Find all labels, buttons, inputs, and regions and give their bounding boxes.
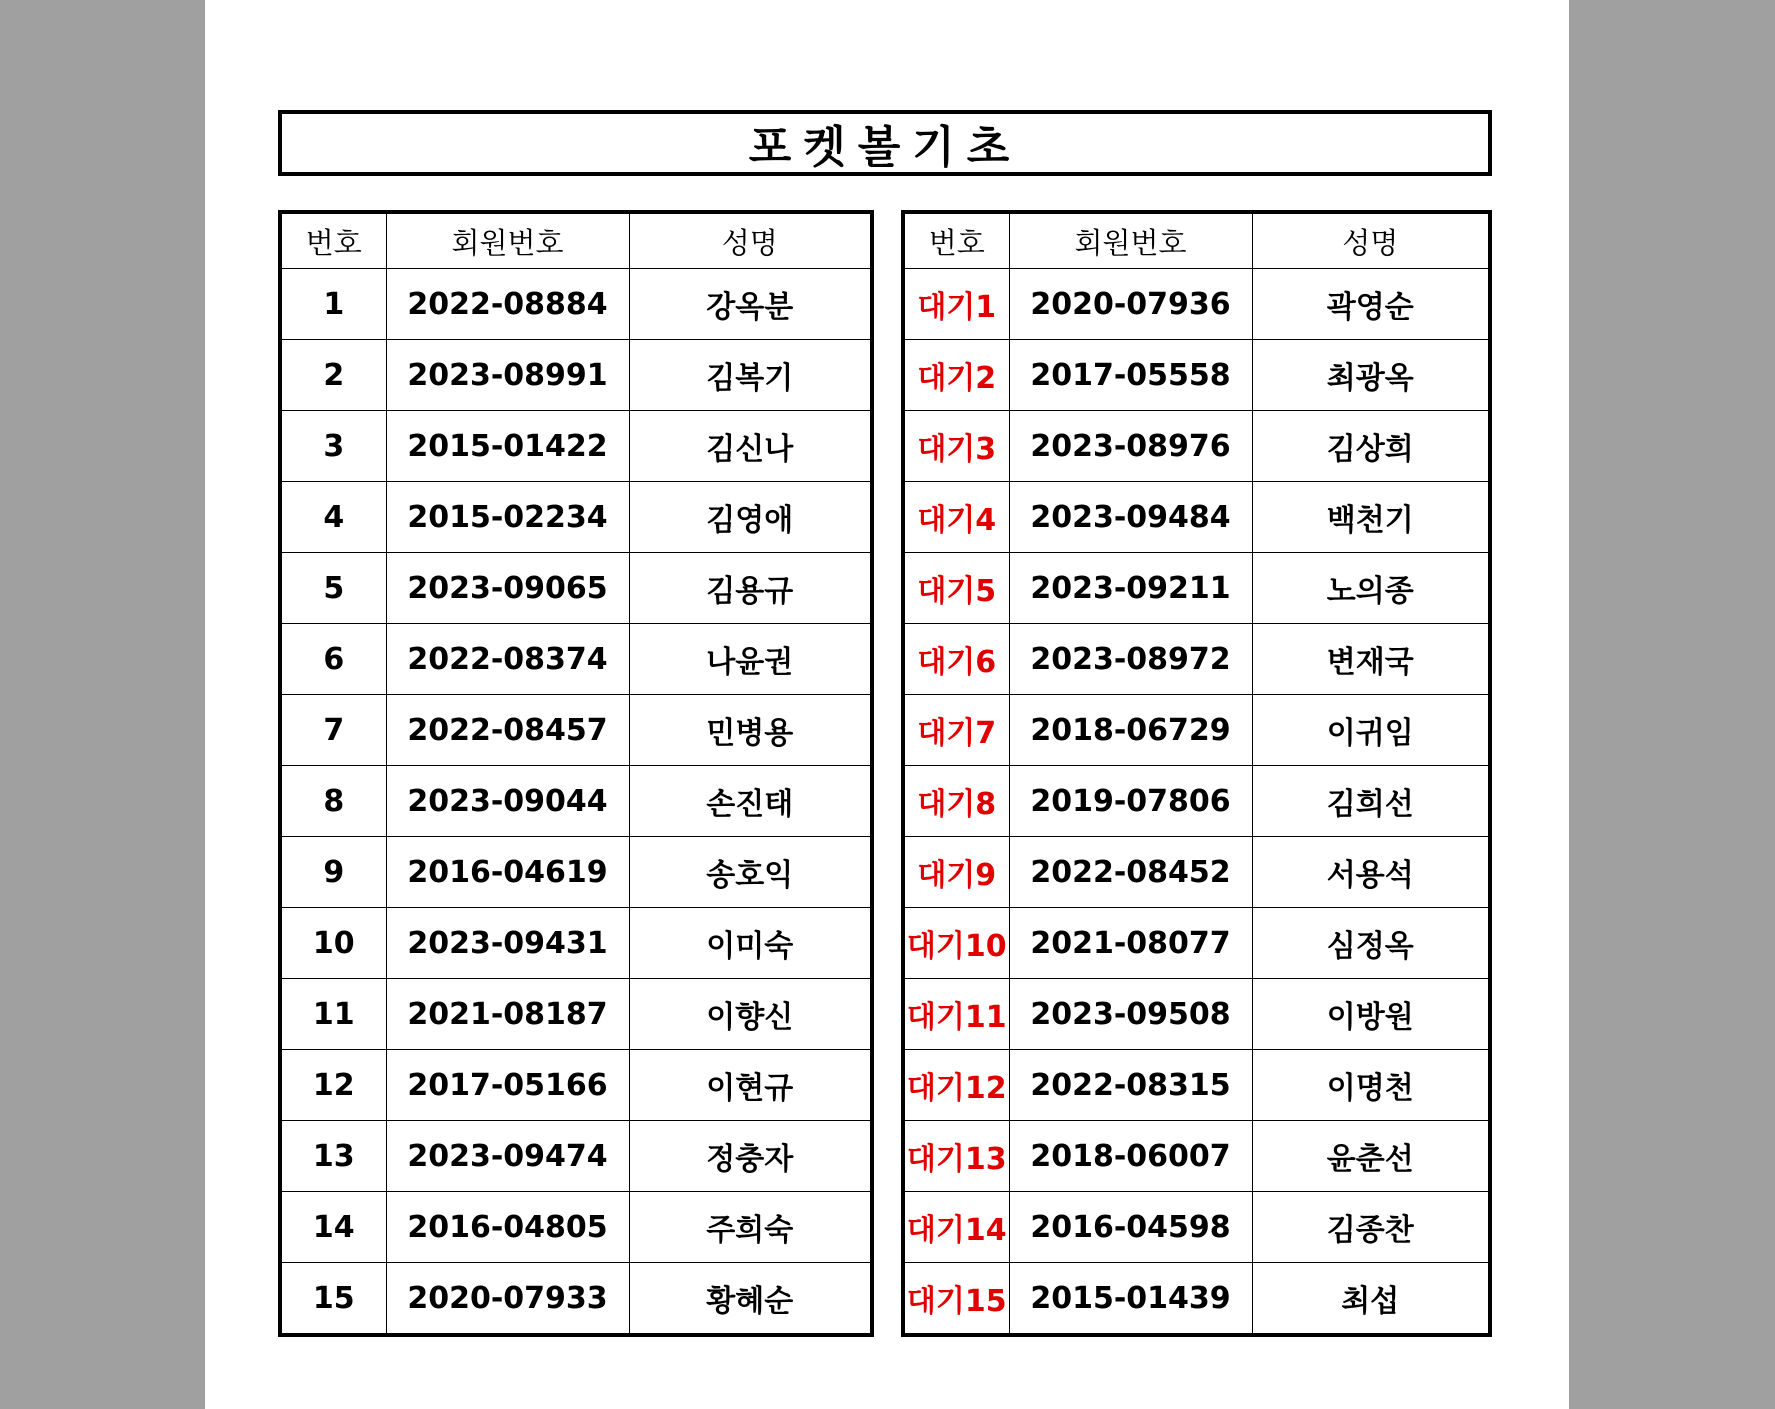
- members-table: [278, 210, 874, 1337]
- table-row: [903, 979, 1490, 1050]
- waitlist-number-cell: 대기8: [903, 766, 1009, 837]
- member-id-cell: 2021-08187: [386, 979, 629, 1050]
- member-id-cell: 2015-02234: [386, 482, 629, 553]
- member-name-cell: 김복기: [629, 340, 872, 411]
- member-id-cell: 2017-05558: [1009, 340, 1252, 411]
- member-name-cell: 민병용: [629, 695, 872, 766]
- table-row: [280, 482, 872, 553]
- row-number: 7: [280, 695, 386, 766]
- member-name-cell: 주희숙: [629, 1192, 872, 1263]
- page-title: 포켓볼기초: [278, 110, 1492, 176]
- waitlist-number-cell: 대기10: [903, 908, 1009, 979]
- row-number: 15: [280, 1263, 386, 1336]
- table-row: [903, 695, 1490, 766]
- member-name-cell: 손진태: [629, 766, 872, 837]
- member-name-cell: 강옥분: [629, 269, 872, 340]
- table-row: [903, 1121, 1490, 1192]
- row-number: 8: [280, 766, 386, 837]
- member-name-cell: 김영애: [629, 482, 872, 553]
- table-row: [280, 624, 872, 695]
- member-name-cell: 황혜순: [629, 1263, 872, 1336]
- table-row: [903, 1050, 1490, 1121]
- waitlist-number-cell: 대기6: [903, 624, 1009, 695]
- header-member-id: 회원번호: [1009, 212, 1252, 269]
- table-row: [903, 766, 1490, 837]
- header-no: 번호: [903, 212, 1009, 269]
- table-row: [280, 837, 872, 908]
- member-name-cell: 이귀임: [1252, 695, 1490, 766]
- member-name-cell: 심정옥: [1252, 908, 1490, 979]
- row-number: 11: [280, 979, 386, 1050]
- member-name-cell: 변재국: [1252, 624, 1490, 695]
- member-id-cell: 2023-08972: [1009, 624, 1252, 695]
- table-row: [903, 553, 1490, 624]
- table-row: [280, 1192, 872, 1263]
- table-row: [280, 553, 872, 624]
- member-name-cell: 이현규: [629, 1050, 872, 1121]
- member-id-cell: 2023-08991: [386, 340, 629, 411]
- member-name-cell: 윤춘선: [1252, 1121, 1490, 1192]
- table-row: [280, 1263, 872, 1336]
- member-id-cell: 2022-08457: [386, 695, 629, 766]
- table-row: [903, 269, 1490, 340]
- header-no: 번호: [280, 212, 386, 269]
- member-name-cell: 정충자: [629, 1121, 872, 1192]
- member-id-cell: 2023-09431: [386, 908, 629, 979]
- row-number: 6: [280, 624, 386, 695]
- waitlist-number-cell: 대기2: [903, 340, 1009, 411]
- row-number: 13: [280, 1121, 386, 1192]
- member-name-cell: 김신나: [629, 411, 872, 482]
- row-number: 10: [280, 908, 386, 979]
- header-member-id: 회원번호: [386, 212, 629, 269]
- member-id-cell: 2022-08884: [386, 269, 629, 340]
- member-name-cell: 백천기: [1252, 482, 1490, 553]
- row-number: 1: [280, 269, 386, 340]
- table-row: [903, 411, 1490, 482]
- member-name-cell: 서용석: [1252, 837, 1490, 908]
- table-row: [903, 482, 1490, 553]
- member-name-cell: 최광옥: [1252, 340, 1490, 411]
- waitlist-number-cell: 대기14: [903, 1192, 1009, 1263]
- member-id-cell: 2020-07933: [386, 1263, 629, 1336]
- waitlist-number-cell: 대기15: [903, 1263, 1009, 1336]
- member-id-cell: 2021-08077: [1009, 908, 1252, 979]
- header-name: 성명: [1252, 212, 1490, 269]
- member-id-cell: 2022-08452: [1009, 837, 1252, 908]
- table-row: [903, 1263, 1490, 1336]
- table-row: [280, 766, 872, 837]
- member-id-cell: 2023-09065: [386, 553, 629, 624]
- table-row: [280, 695, 872, 766]
- table-row: [903, 340, 1490, 411]
- member-name-cell: 이향신: [629, 979, 872, 1050]
- member-name-cell: 김상희: [1252, 411, 1490, 482]
- member-id-cell: 2022-08315: [1009, 1050, 1252, 1121]
- header-row: [280, 212, 872, 269]
- row-number: 12: [280, 1050, 386, 1121]
- member-id-cell: 2023-09474: [386, 1121, 629, 1192]
- document-page: [205, 0, 1569, 1409]
- header-name: 성명: [629, 212, 872, 269]
- waitlist-number-cell: 대기9: [903, 837, 1009, 908]
- member-id-cell: 2015-01422: [386, 411, 629, 482]
- member-name-cell: 김종찬: [1252, 1192, 1490, 1263]
- member-name-cell: 김용규: [629, 553, 872, 624]
- member-id-cell: 2022-08374: [386, 624, 629, 695]
- member-id-cell: 2016-04598: [1009, 1192, 1252, 1263]
- waitlist-number-cell: 대기7: [903, 695, 1009, 766]
- member-id-cell: 2017-05166: [386, 1050, 629, 1121]
- waitlist-number-cell: 대기3: [903, 411, 1009, 482]
- member-name-cell: 송호익: [629, 837, 872, 908]
- waitlist-number-cell: 대기13: [903, 1121, 1009, 1192]
- member-id-cell: 2023-08976: [1009, 411, 1252, 482]
- waitlist-table: [901, 210, 1492, 1337]
- table-row: [280, 908, 872, 979]
- member-name-cell: 노의종: [1252, 553, 1490, 624]
- table-row: [280, 269, 872, 340]
- row-number: 14: [280, 1192, 386, 1263]
- table-row: [903, 1192, 1490, 1263]
- row-number: 3: [280, 411, 386, 482]
- member-name-cell: 나윤권: [629, 624, 872, 695]
- member-id-cell: 2016-04619: [386, 837, 629, 908]
- table-row: [903, 908, 1490, 979]
- member-id-cell: 2023-09211: [1009, 553, 1252, 624]
- row-number: 9: [280, 837, 386, 908]
- member-id-cell: 2023-09484: [1009, 482, 1252, 553]
- waitlist-number-cell: 대기5: [903, 553, 1009, 624]
- member-name-cell: 이방원: [1252, 979, 1490, 1050]
- member-id-cell: 2018-06007: [1009, 1121, 1252, 1192]
- table-row: [280, 411, 872, 482]
- member-id-cell: 2018-06729: [1009, 695, 1252, 766]
- member-name-cell: 이미숙: [629, 908, 872, 979]
- waitlist-number-cell: 대기11: [903, 979, 1009, 1050]
- member-id-cell: 2023-09508: [1009, 979, 1252, 1050]
- table-row: [903, 624, 1490, 695]
- member-name-cell: 김희선: [1252, 766, 1490, 837]
- member-id-cell: 2023-09044: [386, 766, 629, 837]
- table-row: [280, 979, 872, 1050]
- member-id-cell: 2019-07806: [1009, 766, 1252, 837]
- header-row: [903, 212, 1490, 269]
- row-number: 5: [280, 553, 386, 624]
- waitlist-number-cell: 대기4: [903, 482, 1009, 553]
- waitlist-number-cell: 대기1: [903, 269, 1009, 340]
- member-id-cell: 2016-04805: [386, 1192, 629, 1263]
- row-number: 4: [280, 482, 386, 553]
- member-id-cell: 2020-07936: [1009, 269, 1252, 340]
- member-name-cell: 최섭: [1252, 1263, 1490, 1336]
- member-id-cell: 2015-01439: [1009, 1263, 1252, 1336]
- member-name-cell: 이명천: [1252, 1050, 1490, 1121]
- waitlist-number-cell: 대기12: [903, 1050, 1009, 1121]
- row-number: 2: [280, 340, 386, 411]
- table-row: [280, 1121, 872, 1192]
- table-row: [903, 837, 1490, 908]
- table-row: [280, 340, 872, 411]
- member-name-cell: 곽영순: [1252, 269, 1490, 340]
- table-row: [280, 1050, 872, 1121]
